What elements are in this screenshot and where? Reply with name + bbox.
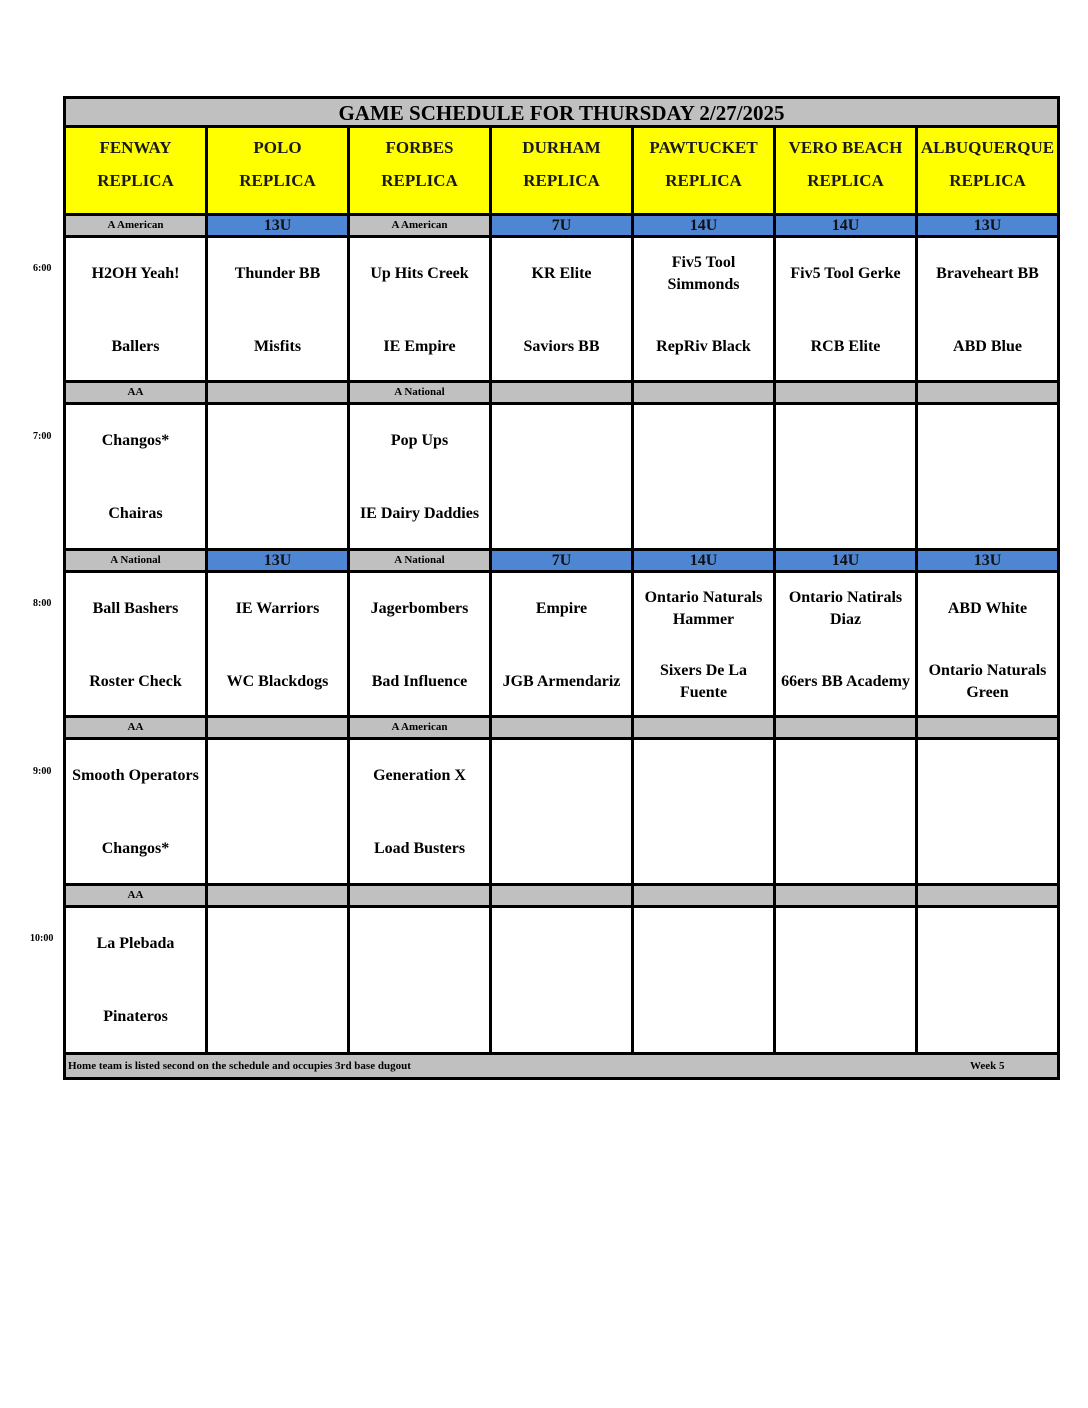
division-label [634,383,776,402]
home-team: WC Blackdogs [226,673,329,690]
game-cell [634,405,776,548]
away-team [918,754,1057,798]
home-team: Pinateros [103,1008,168,1025]
home-team [492,492,631,536]
away-team: Ontario Naturals Hammer [644,589,763,628]
field-header [918,128,1057,213]
division-label: 7U [492,216,634,235]
game-cell [776,573,918,716]
away-team [492,754,631,798]
home-team: Sixers De La Fuente [659,662,748,701]
home-team: IE Empire [383,338,456,355]
game-cell [208,405,350,548]
home-team [776,492,915,536]
away-team: Fiv5 Tool Gerke [790,265,901,282]
field-header-row [66,128,1057,213]
division-label: A American [350,216,492,235]
field-name: POLO [253,138,302,157]
away-team [492,922,631,966]
game-cell [918,238,1057,381]
game-cell [634,238,776,381]
away-team [634,754,773,798]
home-team [208,492,347,536]
time-label: 9:00 [33,766,52,777]
division-label: 13U [918,216,1057,235]
field-name: DURHAM [522,138,601,157]
game-cell [634,740,776,883]
home-team: Load Busters [373,840,466,857]
division-label: 14U [634,551,776,570]
away-team [350,922,489,966]
division-label: 14U [776,551,918,570]
game-cell [350,740,492,883]
schedule-title: GAME SCHEDULE FOR THURSDAY 2/27/2025 [66,99,1057,128]
division-label: 13U [208,216,350,235]
game-cell [66,908,208,1052]
division-row [66,883,1057,905]
division-label [918,383,1057,402]
game-cell [208,573,350,716]
time-column [0,0,64,1408]
game-row [66,570,1057,716]
division-label [492,383,634,402]
division-row [66,213,1057,235]
home-team: Chairas [108,505,163,522]
division-label [776,718,918,737]
field-header [208,128,350,213]
field-name: PAWTUCKET [649,138,758,157]
game-cell [66,740,208,883]
schedule-footer [66,1052,1057,1077]
game-row [66,737,1057,883]
division-label [918,718,1057,737]
home-team [776,995,915,1039]
game-cell [918,573,1057,716]
away-team: KR Elite [531,265,592,282]
game-cell [492,908,634,1052]
home-team: Roster Check [89,673,182,690]
footer-note: Home team is listed second on the schedule and occupies 3rd base dugout [68,1060,411,1072]
field-subtitle: REPLICA [665,171,742,190]
division-label [918,886,1057,905]
division-label: A National [350,551,492,570]
game-cell [350,573,492,716]
home-team: RepRiv Black [656,338,751,355]
home-team: JGB Armendariz [502,673,621,690]
away-team [918,419,1057,463]
home-team [634,827,773,871]
away-team: Jagerbombers [370,600,469,617]
game-cell [492,238,634,381]
division-label [492,886,634,905]
home-team [634,492,773,536]
field-name: FORBES [385,138,454,157]
division-label [776,383,918,402]
field-header [634,128,776,213]
away-team: Braveheart BB [936,265,1039,282]
game-cell [350,908,492,1052]
game-cell [918,405,1057,548]
away-team: Smooth Operators [72,767,199,784]
away-team: La Plebada [96,935,175,952]
game-cell [776,405,918,548]
time-label: 10:00 [30,933,54,944]
home-team: Saviors BB [523,338,600,355]
division-label: 13U [208,551,350,570]
game-cell [918,908,1057,1052]
away-team: IE Warriors [235,600,320,617]
division-label [208,383,350,402]
away-team [634,419,773,463]
game-cell [492,573,634,716]
field-subtitle: REPLICA [381,171,458,190]
division-label: AA [66,718,208,737]
game-cell [208,238,350,381]
division-label: 7U [492,551,634,570]
division-label: AA [66,886,208,905]
field-header [350,128,492,213]
away-team: Ball Bashers [92,600,179,617]
away-team: Fiv5 Tool Simmonds [667,254,740,293]
home-team: RCB Elite [810,338,881,355]
game-cell [66,573,208,716]
division-label: 14U [634,216,776,235]
home-team: Ontario Naturals Green [928,662,1047,701]
home-team [208,995,347,1039]
field-header [66,128,208,213]
home-team: Bad Influence [371,673,468,690]
game-cell [634,908,776,1052]
away-team: Up Hits Creek [370,265,469,282]
division-row [66,548,1057,570]
field-subtitle: REPLICA [807,171,884,190]
game-row [66,402,1057,548]
time-label: 8:00 [33,598,52,609]
game-cell [350,238,492,381]
home-team [918,492,1057,536]
division-label: A National [66,551,208,570]
division-row [66,715,1057,737]
division-label [208,718,350,737]
game-cell [208,740,350,883]
time-label: 6:00 [33,263,52,274]
division-label: A National [350,383,492,402]
home-team [776,827,915,871]
game-cell [66,238,208,381]
home-team [350,995,489,1039]
home-team: IE Dairy Daddies [359,505,480,522]
home-team [208,827,347,871]
field-name: FENWAY [99,138,172,157]
division-label [350,886,492,905]
away-team: Thunder BB [234,265,321,282]
division-label [634,886,776,905]
away-team [918,922,1057,966]
away-team: Changos* [101,432,170,449]
away-team: Pop Ups [390,432,449,449]
division-label: AA [66,383,208,402]
game-cell [66,405,208,548]
home-team: Changos* [101,840,170,857]
home-team [918,995,1057,1039]
game-cell [208,908,350,1052]
field-name: VERO BEACH [788,138,903,157]
field-header [776,128,918,213]
game-cell [350,405,492,548]
game-cell [776,740,918,883]
time-label: 7:00 [33,431,52,442]
away-team [634,922,773,966]
away-team: Empire [535,600,588,617]
away-team [208,754,347,798]
division-label: 13U [918,551,1057,570]
home-team: ABD Blue [953,338,1022,355]
field-name: ALBUQUERQUE [920,138,1055,157]
home-team [492,995,631,1039]
home-team [918,827,1057,871]
division-label [208,886,350,905]
division-label: 14U [776,216,918,235]
field-subtitle: REPLICA [949,171,1026,190]
field-subtitle: REPLICA [97,171,174,190]
home-team [634,995,773,1039]
away-team [208,419,347,463]
division-label [492,718,634,737]
game-cell [776,908,918,1052]
game-cell [776,238,918,381]
game-row [66,235,1057,381]
division-label [776,886,918,905]
home-team: Misfits [253,338,302,355]
home-team: Ballers [111,338,160,355]
game-cell [634,573,776,716]
schedule-table [63,96,1060,1080]
week-label: Week 5 [970,1060,1005,1072]
game-cell [492,405,634,548]
away-team [208,922,347,966]
field-subtitle: REPLICA [239,171,316,190]
away-team: H2OH Yeah! [91,265,180,282]
away-team: Generation X [373,767,466,784]
division-label: A American [66,216,208,235]
division-label [634,718,776,737]
division-row [66,380,1057,402]
away-team: ABD White [947,600,1028,617]
away-team: Ontario Natirals Diaz [788,589,903,628]
home-team [492,827,631,871]
away-team [776,754,915,798]
away-team [776,922,915,966]
home-team: 66ers BB Academy [781,673,910,690]
away-team [776,419,915,463]
division-label: A American [350,718,492,737]
game-cell [918,740,1057,883]
field-subtitle: REPLICA [523,171,600,190]
game-cell [492,740,634,883]
field-header [492,128,634,213]
game-row [66,905,1057,1052]
away-team [492,419,631,463]
